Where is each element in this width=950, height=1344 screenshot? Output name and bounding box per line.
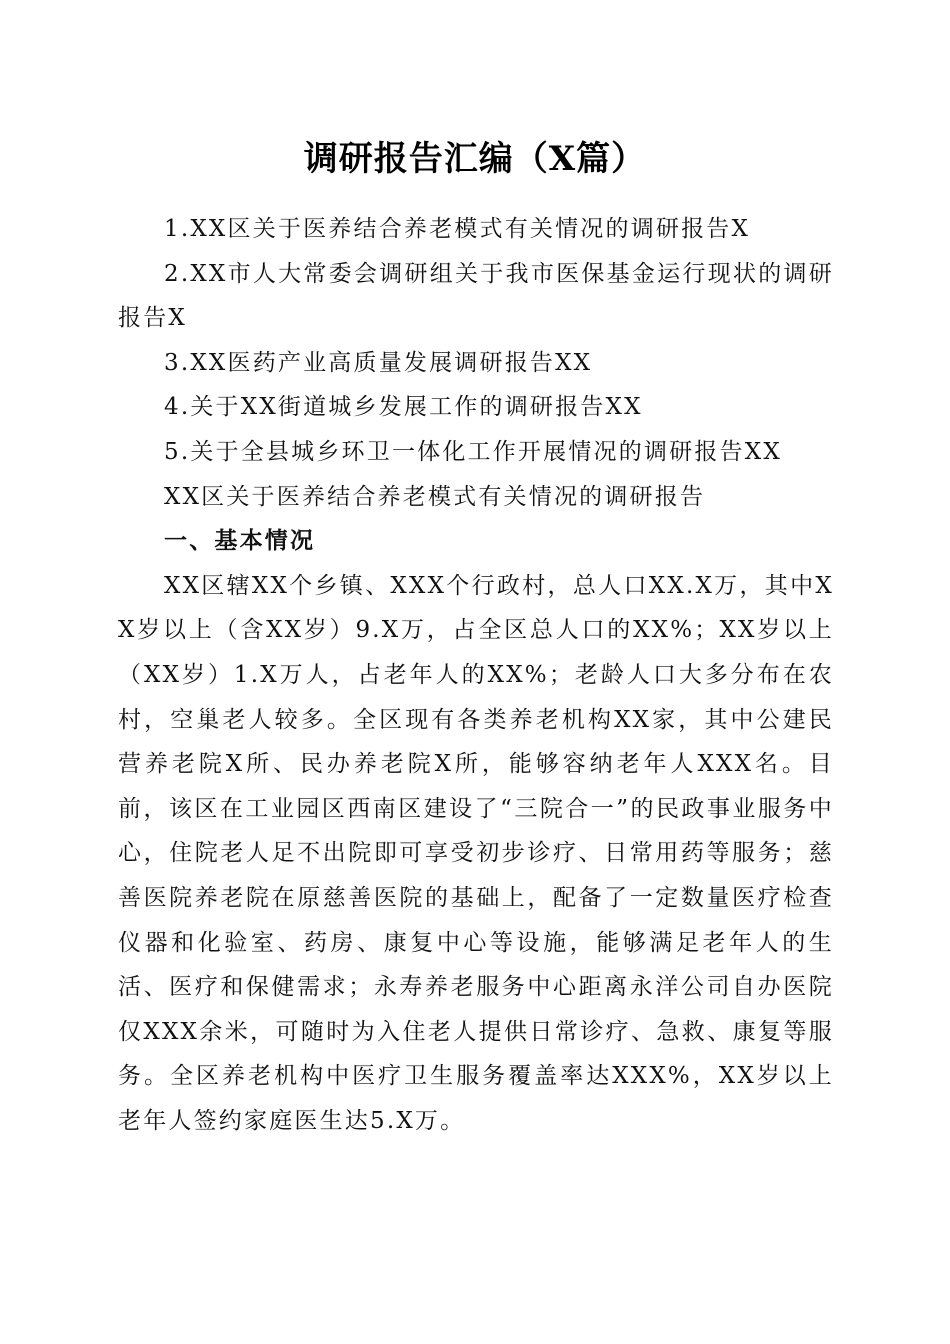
section-heading: 一、基本情况	[164, 528, 316, 555]
toc-item-1: 1.XX区关于医养结合养老模式有关情况的调研报告X	[164, 216, 751, 242]
toc-item-4: 4.关于XX街道城乡发展工作的调研报告XX	[164, 394, 643, 421]
toc-item-3: 3.XX医药产业高质量发展调研报告XX	[164, 349, 593, 376]
toc-item-5: 5.关于全县城乡环卫一体化工作开展情况的调研报告XX	[164, 438, 782, 465]
body-paragraph: XX区辖XX个乡镇、XXX个行政村，总人口XX.X万，其中XX岁以上（含XX岁）9.X万，占全区总人口的XX%；XX岁以上（XX岁）1.X万人，占老年人的XX%；老龄人口大多分布在农村，空巢老人较多。全区现有各类养老机构XX家，其中公建民营养老院X所、民办养老院X所，能够容纳老年人XXX名。目前，该区在工业园区西南区建设了“三院合一”的民政事业服务中心，住院老人足不出院即可享受初步诊疗、日常用药等服务；慈善医院养老院在原慈善医院的基础上，配备了一定数量医疗检查仪器和化验室、药房、康复中心等设施，能够满足老年人的生活、医疗和保健需求；永寿养老服务中心距离永洋公司自办医院仅XXX余米，可随时为入住老人提供日常诊疗、急救、康复等服务。全区养老机构中医疗卫生服务覆盖率达XXX%，XX岁以上老年人签约家庭医生达5.X万。	[118, 572, 834, 1134]
document-body	[118, 207, 834, 1143]
document-title: 调研报告汇编（X篇）	[303, 139, 647, 179]
report-title: XX区关于医养结合养老模式有关情况的调研报告	[164, 483, 706, 510]
toc-item-2: 2.XX市人大常委会调研组关于我市医保基金运行现状的调研报告X	[118, 260, 834, 332]
